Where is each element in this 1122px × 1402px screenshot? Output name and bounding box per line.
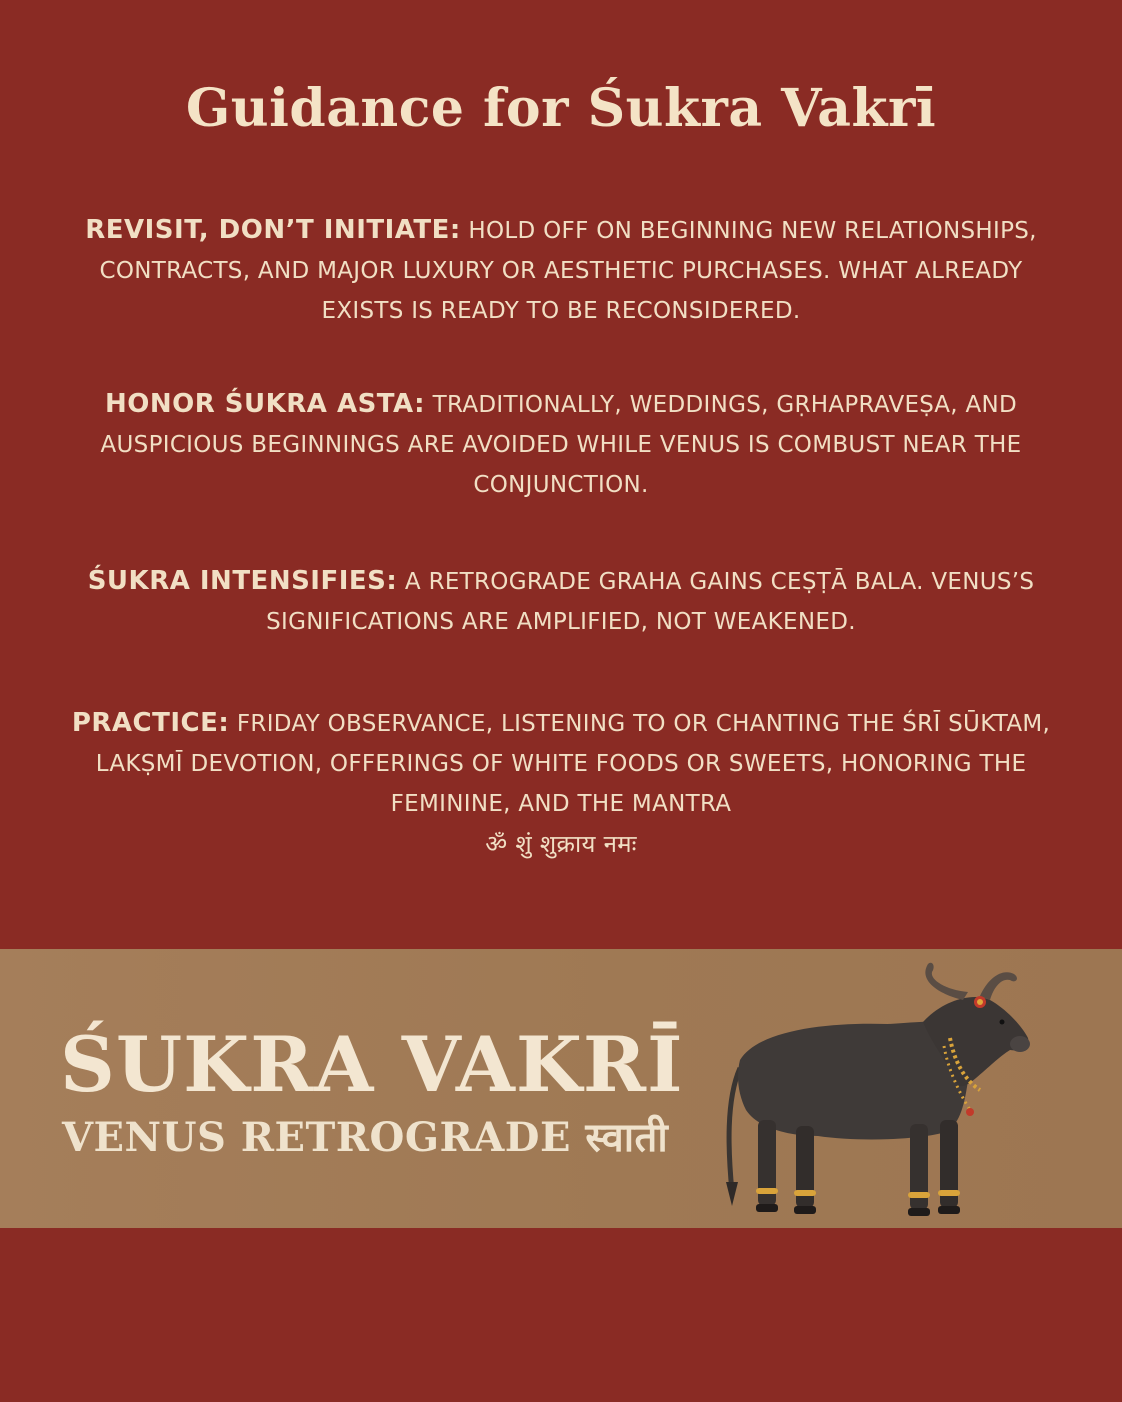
section-heading: ŚUKRA INTENSIFIES: bbox=[87, 566, 398, 596]
section-text: HOLD OFF ON BEGINNING NEW RELATIONSHIPS, CONTRACTS, AND MAJOR LUXURY OR AESTHETIC PURCHASES. WHAT ALREADY EXISTS IS READY TO BE RECONSIDERED. bbox=[99, 218, 1037, 324]
banner-title: ŚUKRA VAKRĪ bbox=[60, 1020, 684, 1109]
section-heading: REVISIT, DON’T INITIATE: bbox=[85, 215, 461, 245]
section-heading: HONOR ŚUKRA ASTA: bbox=[104, 389, 426, 419]
guidance-section-intensifies bbox=[70, 561, 1052, 642]
banner-subtitle: VENUS RETROGRADE स्वाती bbox=[62, 1114, 669, 1161]
guidance-section-revisit bbox=[70, 210, 1052, 331]
guidance-section-practice bbox=[70, 703, 1052, 864]
section-text: FRIDAY OBSERVANCE, LISTENING TO OR CHANTING THE ŚRĪ SŪKTAM, LAKṢMĪ DEVOTION, OFFERINGS OF WHITE FOODS OR SWEETS, HONORING THE FEMININE, AND THE MANTRA bbox=[95, 711, 1051, 817]
section-heading: PRACTICE: bbox=[71, 708, 230, 738]
mantra-text: ॐ शुं शुक्राय नमः bbox=[485, 830, 637, 858]
section-text: TRADITIONALLY, WEDDINGS, GṚHAPRAVEṢA, AND AUSPICIOUS BEGINNINGS ARE AVOIDED WHILE VENUS IS COMBUST NEAR THE CONJUNCTION. bbox=[100, 392, 1022, 498]
water-buffalo-illustration bbox=[718, 960, 1048, 1230]
guidance-section-asta bbox=[70, 384, 1052, 505]
page-title: Guidance for Śukra Vakrī bbox=[185, 78, 937, 139]
section-text: A RETROGRADE GRAHA GAINS CEṢṬĀ BALA. VENUS’S SIGNIFICATIONS ARE AMPLIFIED, NOT WEAKENED. bbox=[266, 569, 1035, 635]
